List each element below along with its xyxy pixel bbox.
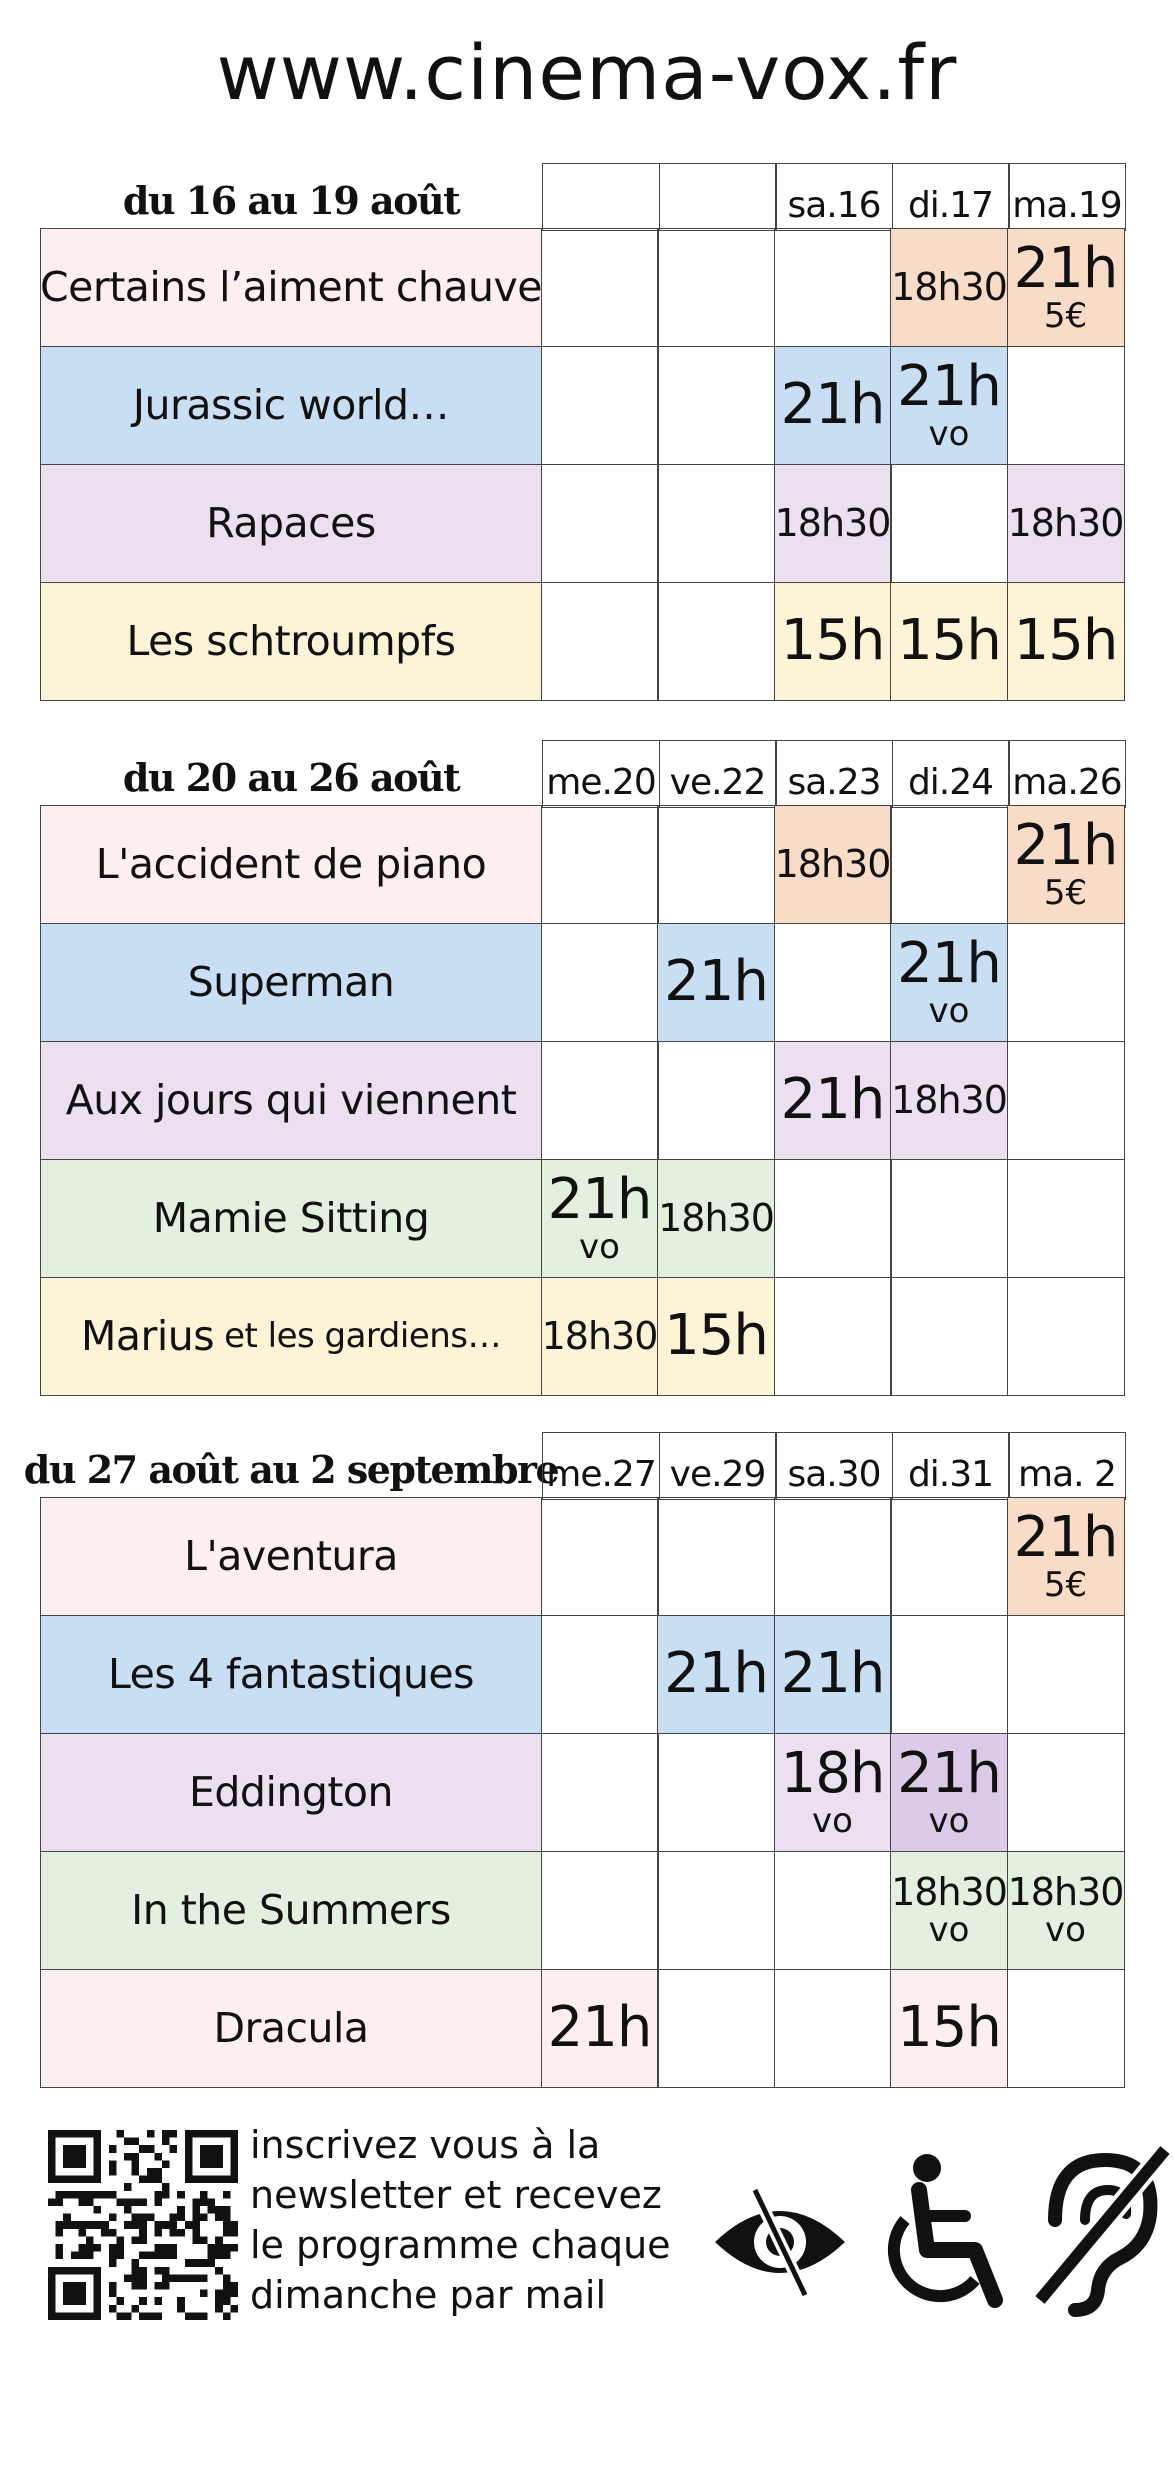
showtime-time: 18h30 bbox=[1007, 501, 1124, 546]
film-title-text: Dracula bbox=[213, 2004, 369, 2053]
week-header-row bbox=[23, 1432, 1134, 1498]
showtime-note: vo bbox=[928, 1910, 970, 1951]
showtime-cell[interactable] bbox=[1007, 1851, 1125, 1971]
schedule-week-1 bbox=[40, 163, 1134, 701]
film-title[interactable] bbox=[40, 1615, 542, 1735]
empty-cell bbox=[541, 582, 659, 702]
film-title-text: Superman bbox=[187, 958, 395, 1007]
empty-cell bbox=[541, 1851, 659, 1971]
film-row bbox=[40, 924, 1134, 1042]
visual-impairment-icon bbox=[710, 2180, 850, 2300]
film-row bbox=[40, 1970, 1134, 2088]
film-title-text: Rapaces bbox=[206, 499, 376, 548]
week-label: du 27 août au 2 septembre bbox=[23, 1447, 559, 1492]
schedule-week-3 bbox=[23, 1432, 1134, 2088]
showtime-cell[interactable] bbox=[890, 346, 1008, 466]
day-header: ve.22 bbox=[659, 740, 777, 808]
film-row bbox=[40, 1278, 1134, 1396]
empty-cell bbox=[890, 1497, 1008, 1617]
film-title[interactable] bbox=[40, 1041, 542, 1161]
showtime-time: 21h bbox=[897, 1741, 1001, 1807]
newsletter-line: inscrivez vous à la bbox=[250, 2123, 601, 2167]
empty-cell bbox=[541, 923, 659, 1043]
showtime-cell[interactable] bbox=[1007, 805, 1125, 925]
empty-cell bbox=[541, 1497, 659, 1617]
week-label: du 20 au 26 août bbox=[122, 755, 460, 800]
showtime-cell[interactable] bbox=[657, 1277, 775, 1397]
film-row bbox=[40, 1852, 1134, 1970]
showtime-time: 21h bbox=[547, 1167, 652, 1233]
showtime-cell[interactable] bbox=[890, 923, 1008, 1043]
empty-cell bbox=[890, 1615, 1008, 1735]
film-row bbox=[40, 347, 1134, 465]
empty-cell bbox=[774, 1497, 892, 1617]
day-header: sa.23 bbox=[775, 740, 893, 808]
film-row bbox=[40, 465, 1134, 583]
empty-cell bbox=[541, 228, 659, 348]
film-title-text: Certains l’aiment chauve bbox=[40, 263, 543, 312]
newsletter-text bbox=[250, 2120, 720, 2320]
film-title-text: In the Summers bbox=[131, 1886, 451, 1935]
empty-cell bbox=[774, 1851, 892, 1971]
film-title-text: Marius bbox=[80, 1312, 215, 1361]
showtime-note: vo bbox=[928, 991, 970, 1032]
showtime-note: 5€ bbox=[1043, 296, 1088, 337]
showtime-cell[interactable] bbox=[774, 464, 892, 584]
empty-cell bbox=[890, 464, 1008, 584]
showtime-time: 21h bbox=[780, 1067, 885, 1133]
film-title-text: Aux jours qui viennent bbox=[65, 1076, 517, 1125]
showtime-time: 21h bbox=[897, 931, 1001, 997]
schedule-week-2 bbox=[40, 740, 1134, 1396]
week-header-row bbox=[40, 163, 1134, 229]
film-row bbox=[40, 1616, 1134, 1734]
showtime-time: 18h30 bbox=[774, 501, 891, 546]
film-row bbox=[40, 1734, 1134, 1852]
showtime-note: vo bbox=[928, 1801, 970, 1842]
showtime-time: 18h30 bbox=[891, 265, 1007, 310]
film-title[interactable] bbox=[40, 805, 542, 925]
showtime-cell[interactable] bbox=[890, 582, 1008, 702]
wheelchair-icon bbox=[875, 2150, 1015, 2320]
newsletter-line: newsletter et recevez bbox=[250, 2173, 662, 2217]
showtime-time: 21h bbox=[664, 1641, 768, 1707]
film-title-text: Jurassic world… bbox=[132, 381, 450, 430]
film-row bbox=[40, 1042, 1134, 1160]
showtime-time: 18h30 bbox=[891, 1078, 1007, 1123]
showtime-cell[interactable] bbox=[541, 1277, 659, 1397]
showtime-time: 18h30 bbox=[658, 1196, 774, 1241]
showtime-cell[interactable] bbox=[890, 1851, 1008, 1971]
day-header: sa.16 bbox=[775, 163, 893, 231]
showtime-time: 18h30 bbox=[1007, 1870, 1124, 1915]
showtime-time: 15h bbox=[897, 1995, 1001, 2061]
film-row bbox=[40, 229, 1134, 347]
footer bbox=[40, 2120, 1134, 2340]
showtime-cell[interactable] bbox=[774, 1041, 892, 1161]
empty-cell bbox=[1007, 1615, 1125, 1735]
day-header: ma.19 bbox=[1008, 163, 1126, 231]
showtime-time: 21h bbox=[547, 1995, 652, 2061]
showtime-note: vo bbox=[812, 1801, 853, 1842]
film-row bbox=[40, 1498, 1134, 1616]
day-header: ma.26 bbox=[1008, 740, 1126, 808]
empty-cell bbox=[890, 805, 1008, 925]
showtime-cell[interactable] bbox=[890, 1041, 1008, 1161]
showtime-cell[interactable] bbox=[1007, 464, 1125, 584]
day-header: me.20 bbox=[542, 740, 660, 808]
empty-cell bbox=[774, 1969, 892, 2089]
week-header-row bbox=[40, 740, 1134, 806]
showtime-time: 21h bbox=[664, 949, 768, 1015]
day-header: me.27 bbox=[542, 1432, 660, 1500]
showtime-time: 18h bbox=[780, 1741, 885, 1807]
film-subtitle-text: et les gardiens… bbox=[224, 1316, 502, 1357]
empty-cell bbox=[657, 582, 775, 702]
showtime-cell[interactable] bbox=[890, 1733, 1008, 1853]
empty-cell bbox=[541, 1615, 659, 1735]
site-url[interactable]: www.cinema-vox.fr bbox=[216, 28, 958, 117]
showtime-cell[interactable] bbox=[890, 1969, 1008, 2089]
empty-cell bbox=[657, 1497, 775, 1617]
film-title[interactable] bbox=[40, 582, 542, 702]
film-title-text: Les schtroumpfs bbox=[126, 617, 456, 666]
showtime-cell[interactable] bbox=[541, 1159, 659, 1279]
showtime-cell[interactable] bbox=[774, 346, 892, 466]
showtime-cell[interactable] bbox=[1007, 1497, 1125, 1617]
showtime-cell[interactable] bbox=[774, 805, 892, 925]
film-title-text: L'aventura bbox=[184, 1532, 398, 1581]
empty-cell bbox=[657, 346, 775, 466]
day-header: di.31 bbox=[892, 1432, 1010, 1500]
empty-cell bbox=[1007, 923, 1125, 1043]
empty-cell bbox=[890, 1159, 1008, 1279]
showtime-note: vo bbox=[1045, 1910, 1086, 1951]
showtime-time: 18h30 bbox=[774, 842, 891, 887]
film-title[interactable] bbox=[40, 1159, 542, 1279]
empty-cell bbox=[541, 1733, 659, 1853]
empty-cell bbox=[774, 1277, 892, 1397]
empty-cell bbox=[657, 464, 775, 584]
week-label: du 16 au 19 août bbox=[122, 178, 460, 223]
empty-cell bbox=[541, 464, 659, 584]
showtime-note: 5€ bbox=[1043, 1565, 1088, 1606]
showtime-time: 18h30 bbox=[891, 1870, 1007, 1915]
day-header bbox=[659, 163, 777, 231]
empty-cell bbox=[657, 228, 775, 348]
showtime-cell[interactable] bbox=[774, 1733, 892, 1853]
empty-cell bbox=[1007, 1277, 1125, 1397]
showtime-time: 21h bbox=[1013, 236, 1118, 302]
empty-cell bbox=[657, 805, 775, 925]
empty-cell bbox=[1007, 346, 1125, 466]
showtime-time: 18h30 bbox=[541, 1314, 658, 1359]
day-header: di.24 bbox=[892, 740, 1010, 808]
film-title[interactable] bbox=[40, 1851, 542, 1971]
film-title[interactable] bbox=[40, 1277, 542, 1397]
showtime-cell[interactable] bbox=[657, 923, 775, 1043]
film-title-text: Les 4 fantastiques bbox=[107, 1650, 475, 1699]
film-row bbox=[40, 583, 1134, 701]
showtime-time: 15h bbox=[897, 608, 1001, 674]
qr-code-icon[interactable] bbox=[48, 2130, 238, 2320]
day-header: ma. 2 bbox=[1008, 1432, 1126, 1500]
film-title[interactable] bbox=[40, 1497, 542, 1617]
empty-cell bbox=[890, 1277, 1008, 1397]
film-title[interactable] bbox=[40, 346, 542, 466]
hearing-impairment-icon bbox=[1030, 2140, 1170, 2320]
showtime-cell[interactable] bbox=[657, 1615, 775, 1735]
showtime-time: 21h bbox=[780, 372, 885, 438]
film-title[interactable] bbox=[40, 228, 542, 348]
empty-cell bbox=[774, 923, 892, 1043]
showtime-time: 21h bbox=[1013, 813, 1118, 879]
showtime-cell[interactable] bbox=[774, 582, 892, 702]
empty-cell bbox=[541, 1041, 659, 1161]
showtime-time: 15h bbox=[664, 1303, 768, 1369]
showtime-cell[interactable] bbox=[657, 1159, 775, 1279]
empty-cell bbox=[1007, 1969, 1125, 2089]
newsletter-line: le programme chaque bbox=[250, 2223, 671, 2267]
showtime-cell[interactable] bbox=[890, 228, 1008, 348]
empty-cell bbox=[774, 1159, 892, 1279]
film-title-text: L'accident de piano bbox=[95, 840, 487, 889]
empty-cell bbox=[1007, 1159, 1125, 1279]
showtime-time: 21h bbox=[897, 354, 1001, 420]
showtime-cell[interactable] bbox=[774, 1615, 892, 1735]
film-title[interactable] bbox=[40, 923, 542, 1043]
empty-cell bbox=[657, 1851, 775, 1971]
film-title[interactable] bbox=[40, 464, 542, 584]
film-title[interactable] bbox=[40, 1969, 542, 2089]
day-header: di.17 bbox=[892, 163, 1010, 231]
showtime-time: 15h bbox=[780, 608, 885, 674]
showtime-cell[interactable] bbox=[1007, 582, 1125, 702]
film-title-text: Mamie Sitting bbox=[152, 1194, 430, 1243]
empty-cell bbox=[1007, 1733, 1125, 1853]
day-header: ve.29 bbox=[659, 1432, 777, 1500]
film-title[interactable] bbox=[40, 1733, 542, 1853]
empty-cell bbox=[657, 1041, 775, 1161]
film-title-text: Eddington bbox=[188, 1768, 393, 1817]
film-row bbox=[40, 1160, 1134, 1278]
showtime-time: 15h bbox=[1013, 608, 1118, 674]
showtime-note: vo bbox=[928, 414, 970, 455]
day-header: sa.30 bbox=[775, 1432, 893, 1500]
film-row bbox=[40, 806, 1134, 924]
empty-cell bbox=[541, 346, 659, 466]
showtime-time: 21h bbox=[1013, 1505, 1118, 1571]
showtime-time: 21h bbox=[780, 1641, 885, 1707]
showtime-note: 5€ bbox=[1043, 873, 1088, 914]
empty-cell bbox=[657, 1733, 775, 1853]
empty-cell bbox=[774, 228, 892, 348]
showtime-cell[interactable] bbox=[541, 1969, 659, 2089]
empty-cell bbox=[1007, 1041, 1125, 1161]
empty-cell bbox=[657, 1969, 775, 2089]
empty-cell bbox=[541, 805, 659, 925]
day-header bbox=[542, 163, 660, 231]
newsletter-line: dimanche par mail bbox=[250, 2273, 607, 2317]
showtime-note: vo bbox=[579, 1227, 620, 1268]
showtime-cell[interactable] bbox=[1007, 228, 1125, 348]
